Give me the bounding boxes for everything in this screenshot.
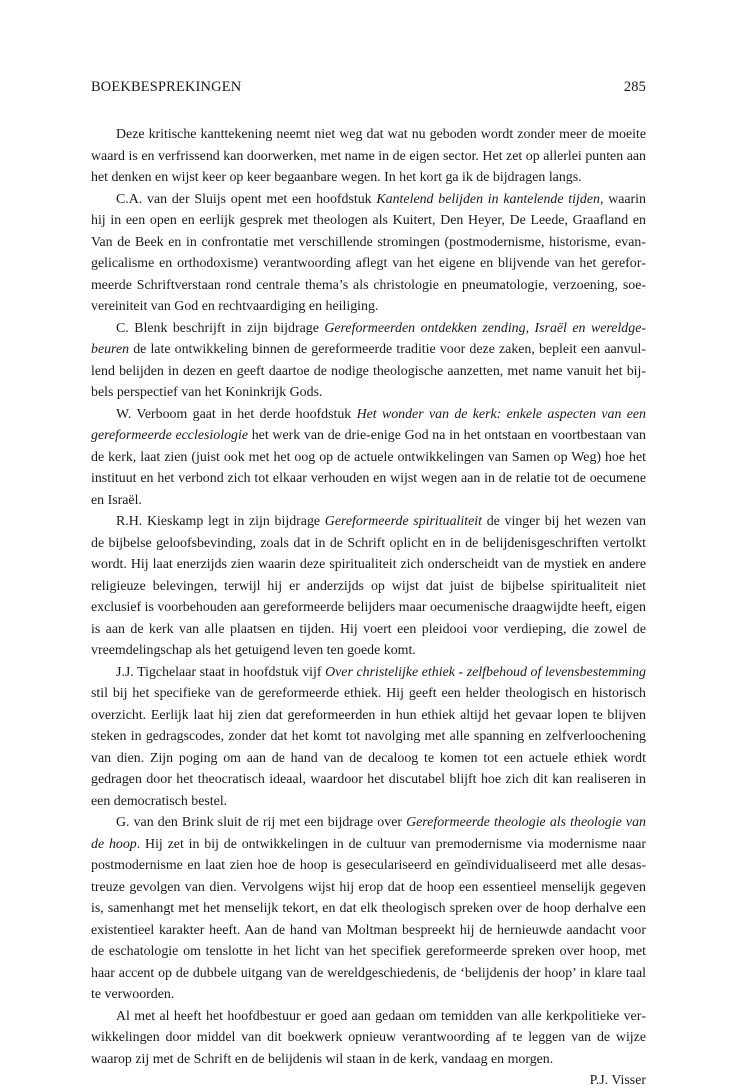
paragraph-2: C.A. van der Sluijs opent met een hoofdstuk Kantelend belijden in kantelende tijden, waarin hij in een open en eerlijk gesprek met theologen als Kuitert, Den Heyer, De Leede, Graafland en Van de Beek en in confrontatie met verschillende stromingen (postmodernisme, historisme, evangelicalisme en orthodoxisme) verantwoording aflegt van het eigene en blijvende van het gereformeerde Schriftverstaan rond centrale thema’s als christologie en pneumatologie, verzoening, soevereiniteit van God en rechtvaardiging en heiliging. (91, 191, 646, 314)
paragraph-5: R.H. Kieskamp legt in zijn bijdrage Gereformeerde spiritualiteit de vinger bij het wezen van de bijbelse geloofsbevinding, zoals dat in de Schrift oplicht en in de belijdenisgeschriften vertolkt wordt. Hij laat enerzijds zien waarin deze spiritualiteit zich onderscheidt van de mystiek en andere religieuze belevingen, terwijl hij er anderzijds op wijst dat juist de bijbelse spiritualiteit niet exclusief is voorbehouden aan gereformeerde belijders maar oecumenische draagwijdte heeft, eigen is aan de kerk van alle plaatsen en tijden. Hij voert een pleidooi voor verdieping, die zowel de vreemdelingschap als het getuigend leven ten goede komt. (91, 514, 646, 658)
reviewer-signature: P.J. Visser (589, 1073, 646, 1088)
paragraph-7: G. van den Brink sluit de rij met een bijdrage over Gereformeerde theologie als theologie van de hoop. Hij zet in bij de ontwikkelingen in de cultuur van premodernisme via modernisme naar postmodernisme en laat zien hoe de hoop is geseculariseerd en geïndividualiseerd met alle desastreuze gevolgen van dien. Vervolgens wijst hij erop dat de hoop een essentieel menselijk gegeven is, samenhangt met het menselijk tekort, en dat elk theologisch spreken over de hoop derhalve een existentieel karakter heeft. Aan de hand van Moltman bespreekt hij de hernieuwde aandacht voor de eschatologie om tenslotte in het licht van het specifiek gereformeerde spreken over hoop, met haar accent op de dubbele uitgang van de wereldgeschiedenis, de ‘belijdenis der hoop’ in klare taal te verwoorden. (91, 815, 646, 1002)
paragraph-4: W. Verboom gaat in het derde hoofdstuk Het wonder van de kerk: enkele aspecten van een gereformeerde ecclesiologie het werk van de drie-enige God na in het ontstaan en voortbestaan van de kerk, laat zien (juist ook met het oog op de actuele ontwikkelingen van Samen op Weg) hoe het instituut en het verbond zich tot elkaar verhouden en wijst wegen aan in de relatie tot de oecumene en Israël. (91, 406, 646, 508)
book-chapter-title: Gereformeerde theologie als theologie van de hoop (91, 815, 646, 852)
paragraph-3: C. Blenk beschrijft in zijn bijdrage Gereformeerden ontdekken zending, Israël en wereldgebeuren de late ontwikkeling binnen de gereformeerde traditie voor deze zaken, bepleit een aanvullend belijden in dezen en geeft daartoe de nodige theologische aanzetten, met name vanuit het bijbels perspectief van het Koninkrijk Gods. (91, 320, 647, 400)
page-number: 285 (623, 79, 646, 95)
running-header (91, 79, 646, 96)
paragraph-6: J.J. Tigchelaar staat in hoofdstuk vijf Over christelijke ethiek - zelfbehoud of levensbestemming stil bij het specifieke van de gereformeerde ethiek. Hij geeft een helder theologisch en historisch overzicht. Eerlijk laat hij zien dat gereformeerden in hun ethiek altijd het gevaar lopen te blijven steken in gedragscodes, zonder dat het komt tot navolging met alle spanning en zelfverloochening van dien. Zijn poging om aan de hand van de decaloog te komen tot een actuele ethiek wordt gedragen door het theocratisch ideaal, waardoor het discutabel blijft hoe zich dit kan realiseren in een democratisch bestel. (91, 664, 646, 809)
section-title: BOEKBESPREKINGEN (91, 79, 242, 95)
book-chapter-title: Gereformeerde spiritualiteit (324, 514, 482, 529)
book-chapter-title: Over christelijke ethiek - zelfbehoud of levensbestemming (325, 664, 646, 680)
paragraph-8: Al met al heeft het hoofdbestuur er goed aan gedaan om temidden van alle kerkpolitieke verwikkelingen door middel van dit boekwerk opnieuw verantwoording af te leggen van de wijze waarop zij met de Schrift en de belijdenis wil staan in de kerk, vandaag en morgen. (91, 1008, 646, 1067)
book-chapter-title: Gereformeerden ontdekken zending, Israël en wereldgebeuren (91, 320, 647, 357)
book-chapter-title: Het wonder van de kerk: enkele aspecten van een gereformeerde ecclesiologie (91, 406, 646, 443)
book-chapter-title: Kantelend belijden in kantelende tijden (376, 191, 600, 207)
review-body (91, 124, 646, 1092)
paragraph-1: Deze kritische kanttekening neemt niet weg dat wat nu geboden wordt zonder meer de moeite waard is en verfrissend kan doorwerken, met name in de eigen sector. Het zet op allerlei punten aan het denken en wijst keer op keer begaanbare wegen. In het kort ga ik de bijdragen langs. (91, 127, 646, 185)
